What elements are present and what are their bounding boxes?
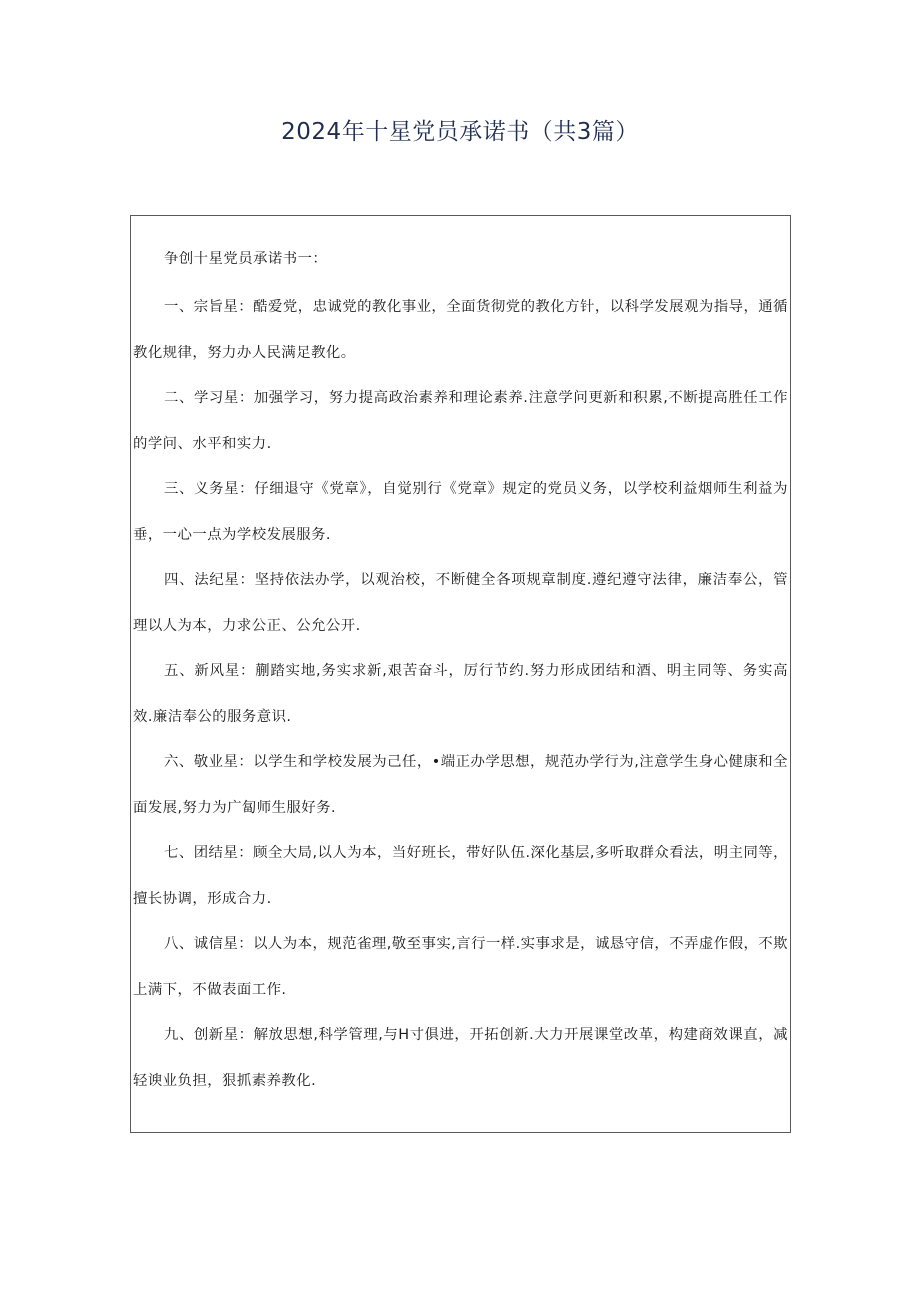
- pledge-item-4: 四、法纪星：坚持依法办学，以观治校，不断健全各项规章制度.遵纪遵守法律，廉洁奉公，管理以人为本，力求公正、公允公开.: [133, 572, 788, 634]
- pledge-item-5: 五、新风星：蒯踏实地,务实求新,艰苦奋斗，厉行节约.努力形成团结和酒、明主同等、务实高效.廉洁奉公的服务意识.: [133, 663, 788, 725]
- pledge-item-2: 二、学习星：加强学习，努力提高政治素养和理论素养.注意学问更新和积累,不断提高胜任工作的学问、水平和实力.: [133, 390, 788, 452]
- pledge-item-6: 六、敬业星：以学生和学校发展为己任，•端正办学思想，规范办学行为,注意学生身心健康和全面发展,努力为广匐师生服好务.: [133, 754, 788, 816]
- pledge-item-3: 三、义务星：仔细退守《党章》，自觉别行《党章》规定的党员义务，以学校利益烟师生利益为垂，一心一点为学校发展服务.: [133, 481, 788, 543]
- section-heading: 争创十星党员承诺书一：: [164, 251, 328, 267]
- document-title: 2024年十星党员承诺书（共3篇）: [281, 119, 639, 145]
- pledge-item-1: 一、宗旨星：酷爱党，忠诚党的教化事业，全面货彻党的教化方针，以科学发展观为指导，通循教化规律，努力办人民满足教化。: [133, 299, 788, 361]
- pledge-item-7: 七、团结星：顾全大局,以人为本，当好班长，带好队伍.深化基层,多听取群众看法，明主同等，擅长协调，形成合力.: [133, 845, 788, 907]
- pledge-item-8: 八、诚信星：以人为本，规范雀理,敬至事实,言行一样.实事求是，诚恳守信，不弄虚作假，不欺上满下，不做表面工作.: [133, 936, 788, 998]
- content-box: [130, 215, 791, 1133]
- pledge-item-9: 九、创新星：解放思想,科学管理,与H寸俱进，开拓创新.大力开展课堂改革，构建商效课直，减轻谀业负担，狠抓素养教化.: [133, 1027, 788, 1089]
